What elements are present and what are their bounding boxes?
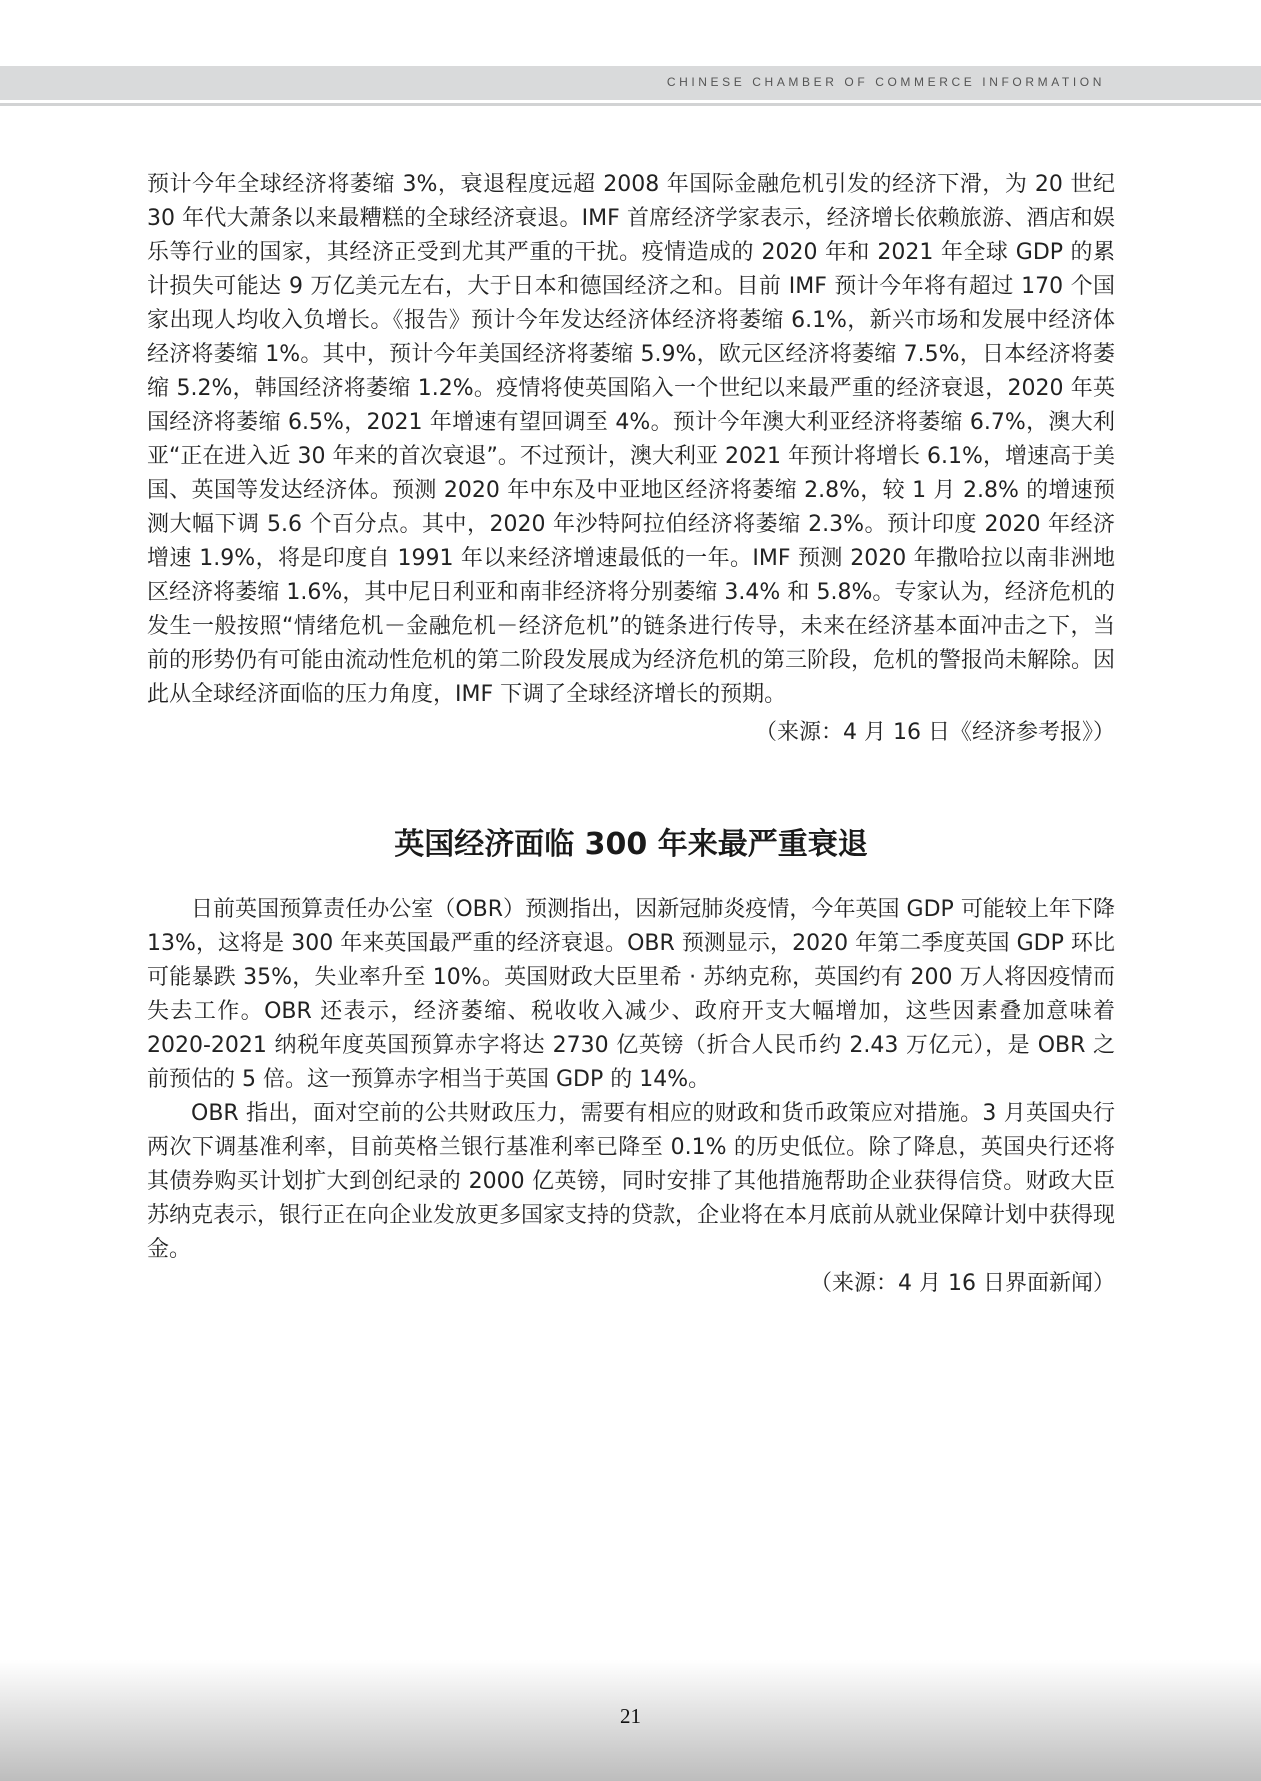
running-header: CHINESE CHAMBER OF COMMERCE INFORMATION [666, 75, 1105, 89]
article2-title: 英国经济面临 300 年来最严重衰退 [394, 827, 868, 862]
article2-paragraph-1: 日前英国预算责任办公室（OBR）预测指出，因新冠肺炎疫情，今年英国 GDP 可能较上年下降 13%，这将是 300 年来英国最严重的经济衰退。OBR 预测显示，2020 年第二季度英国 GDP 环比可能暴跌 35%，失业率升至 10%。英国财政大臣里希 · 苏纳克称，英国约有 200 万人将因疫情而失去工作。OBR 还表示，经济萎缩、税收收入减少、政府开支大幅增加，这些因素叠加意味着 2020-2021 纳税年度英国预算赤字将达 2730 亿英镑（折合人民币约 2.43 万亿元），是 OBR 之前预估的 5 倍。这一预算赤字相当于英国 GDP 的 14%。 [147, 897, 1115, 1092]
page-content [147, 168, 1115, 1301]
page-number: 21 [620, 1704, 641, 1728]
article1-paragraph: 预计今年全球经济将萎缩 3%，衰退程度远超 2008 年国际金融危机引发的经济下滑，为 20 世纪 30 年代大萧条以来最糟糕的全球经济衰退。IMF 首席经济学家表示，经济增长依赖旅游、酒店和娱乐等行业的国家，其经济正受到尤其严重的干扰。疫情造成的 2020 年和 2021 年全球 GDP 的累计损失可能达 9 万亿美元左右，大于日本和德国经济之和。目前 IMF 预计今年将有超过 170 个国家出现人均收入负增长。《报告》预计今年发达经济体经济将萎缩 6.1%，新兴市场和发展中经济体经济将萎缩 1%。其中，预计今年美国经济将萎缩 5.9%，欧元区经济将萎缩 7.5%，日本经济将萎缩 5.2%，韩国经济将萎缩 1.2%。疫情将使英国陷入一个世纪以来最严重的经济衰退，2020 年英国经济将萎缩 6.5%，2021 年增速有望回调至 4%。预计今年澳大利亚经济将萎缩 6.7%，澳大利亚“正在进入近 30 年来的首次衰退”。不过预计，澳大利亚 2021 年预计将增长 6.1%，增速高于美国、英国等发达经济体。预测 2020 年中东及中亚地区经济将萎缩 2.8%，较 1 月 2.8% 的增速预测大幅下调 5.6 个百分点。其中，2020 年沙特阿拉伯经济将萎缩 2.3%。预计印度 2020 年经济增速 1.9%，将是印度自 1991 年以来经济增速最低的一年。IMF 预测 2020 年撒哈拉以南非洲地区经济将萎缩 1.6%，其中尼日利亚和南非经济将分别萎缩 3.4% 和 5.8%。专家认为，经济危机的发生一般按照“情绪危机－金融危机－经济危机”的链条进行传导，未来在经济基本面冲击之下，当前的形势仍有可能由流动性危机的第二阶段发展成为经济危机的第三阶段，危机的警报尚未解除。因此从全球经济面临的压力角度，IMF 下调了全球经济增长的预期。 [147, 172, 1116, 707]
article2-source: （来源：4 月 16 日界面新闻） [810, 1271, 1115, 1296]
article1-source: （来源：4 月 16 日《经济参考报》） [755, 720, 1115, 745]
article2-paragraph-2: OBR 指出，面对空前的公共财政压力，需要有相应的财政和货币政策应对措施。3 月英国央行两次下调基准利率，目前英格兰银行基准利率已降至 0.1% 的历史低位。除了降息，英国央行还将其债券购买计划扩大到创纪录的 2000 亿英镑，同时安排了其他措施帮助企业获得信贷。财政大臣苏纳克表示，银行正在向企业发放更多国家支持的贷款，企业将在本月底前从就业保障计划中获得现金。 [147, 1101, 1116, 1262]
header-rule [0, 103, 1261, 106]
article2-body [147, 893, 1115, 1301]
